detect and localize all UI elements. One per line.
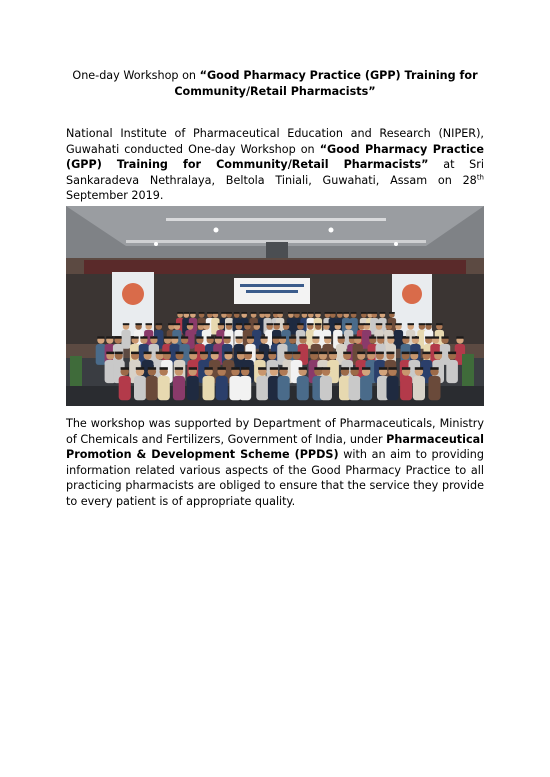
person-hair (261, 336, 268, 338)
person-body (134, 376, 146, 400)
person-hair (156, 323, 163, 325)
person-body (387, 376, 399, 400)
person-hair (351, 312, 357, 314)
ceiling-spotlight (394, 242, 398, 246)
support-bold-scheme: Pharmaceutical Promotion & Development Scheme (PPDS) (66, 432, 484, 462)
person-hair (319, 352, 327, 355)
person-hair (244, 352, 252, 355)
person-hair (357, 352, 365, 355)
person-hair (425, 336, 432, 338)
person-hair (284, 352, 292, 355)
person-hair (289, 336, 296, 338)
person-body (428, 376, 440, 400)
person-hair (434, 352, 442, 355)
person-hair (441, 336, 448, 338)
intro-text-1: National Institute of Pharmaceutical Education and Research (NIPER), Guwahati conducted One-day Workshop on (66, 127, 484, 156)
person-hair (224, 336, 231, 338)
person-hair (330, 312, 336, 314)
person-hair (254, 323, 261, 325)
curtain-valance (84, 260, 466, 274)
person-hair (121, 367, 129, 370)
person-hair (343, 352, 351, 355)
person-hair (160, 367, 168, 370)
person-hair (308, 312, 314, 314)
person-hair (279, 336, 286, 338)
person-hair (386, 323, 393, 325)
support-paragraph (66, 416, 484, 510)
person-hair (345, 323, 352, 325)
title-prefix: One-day Workshop on (72, 69, 200, 82)
intro-text-3: September 2019. (66, 189, 164, 203)
ceiling-spotlight (154, 242, 158, 246)
person-body (96, 344, 106, 365)
person-body (146, 376, 158, 400)
person-hair (203, 323, 210, 325)
person-hair (376, 323, 383, 325)
person-hair (367, 352, 375, 355)
person-hair (387, 336, 394, 338)
person-hair (322, 367, 330, 370)
person-hair (272, 336, 279, 338)
person-hair (408, 323, 415, 325)
person-hair (237, 352, 245, 355)
ceiling-spotlight (329, 228, 334, 233)
person-body (278, 376, 290, 400)
person-hair (132, 336, 139, 338)
person-hair (315, 312, 321, 314)
person-hair (372, 312, 378, 314)
person-hair (337, 312, 343, 314)
title-bold: “Good Pharmacy Practice (GPP) Training for Community/Retail Pharmacists” (174, 69, 478, 98)
person-body (349, 376, 361, 400)
banner-logo (402, 284, 422, 304)
person-body (239, 376, 251, 400)
person-hair (181, 336, 188, 338)
person-hair (315, 323, 322, 325)
person-hair (432, 336, 439, 338)
person-hair (244, 323, 251, 325)
person-hair (115, 352, 123, 355)
person-body (203, 376, 215, 400)
person-hair (386, 352, 394, 355)
person-hair (234, 312, 240, 314)
person-hair (312, 336, 319, 338)
person-hair (299, 367, 307, 370)
person-hair (150, 336, 157, 338)
person-hair (236, 323, 243, 325)
person-body (320, 376, 332, 400)
person-hair (176, 352, 184, 355)
person-hair (294, 312, 300, 314)
person-hair (231, 367, 239, 370)
person-hair (187, 323, 194, 325)
person-hair (241, 367, 249, 370)
person-body (400, 376, 412, 400)
person-hair (196, 336, 203, 338)
person-hair (369, 336, 376, 338)
person-hair (324, 336, 331, 338)
person-hair (247, 336, 254, 338)
person-hair (456, 336, 463, 338)
person-hair (184, 312, 190, 314)
person-hair (302, 312, 308, 314)
person-hair (174, 323, 181, 325)
person-body (158, 376, 170, 400)
person-hair (144, 352, 152, 355)
person-body (173, 376, 185, 400)
person-hair (123, 323, 130, 325)
person-hair (299, 336, 306, 338)
person-hair (314, 367, 322, 370)
person-hair (221, 312, 227, 314)
person-hair (267, 323, 274, 325)
person-hair (430, 367, 438, 370)
person-hair (425, 323, 432, 325)
person-hair (136, 367, 144, 370)
person-hair (436, 323, 443, 325)
person-hair (350, 367, 358, 370)
person-hair (283, 323, 290, 325)
person-hair (388, 367, 396, 370)
person-hair (207, 312, 213, 314)
person-hair (389, 312, 395, 314)
person-hair (448, 352, 456, 355)
person-hair (354, 336, 361, 338)
person-hair (224, 352, 232, 355)
person-hair (379, 367, 387, 370)
person-hair (343, 312, 349, 314)
person-hair (207, 336, 214, 338)
person-hair (402, 336, 409, 338)
person-hair (258, 367, 266, 370)
person-hair (226, 312, 232, 314)
person-hair (163, 352, 171, 355)
person-hair (97, 336, 104, 338)
person-body (360, 376, 372, 400)
person-hair (265, 312, 271, 314)
person-body (413, 376, 425, 400)
person-hair (175, 367, 183, 370)
banner-logo (122, 283, 144, 305)
group-photo-illustration (66, 206, 484, 406)
person-hair (256, 352, 264, 355)
person-hair (402, 352, 410, 355)
ceiling-light-strip (166, 218, 386, 221)
person-hair (362, 367, 370, 370)
person-hair (288, 312, 294, 314)
plant-right (462, 354, 474, 386)
person-hair (146, 323, 153, 325)
person-hair (164, 336, 171, 338)
person-hair (189, 367, 197, 370)
person-hair (293, 352, 301, 355)
person-hair (297, 323, 304, 325)
person-hair (268, 352, 276, 355)
person-hair (341, 367, 349, 370)
person-body (119, 376, 131, 400)
person-hair (218, 323, 225, 325)
document-title (60, 68, 490, 100)
person-hair (259, 312, 265, 314)
person-hair (213, 312, 219, 314)
person-hair (218, 367, 226, 370)
person-hair (377, 336, 384, 338)
support-text-1: The workshop was supported by Department of Pharmaceuticals, Ministry of Chemicals and Fertilizers, Government of India, under (66, 417, 484, 446)
person-hair (140, 336, 147, 338)
person-hair (241, 312, 247, 314)
person-hair (273, 323, 280, 325)
intro-paragraph (66, 126, 484, 204)
person-hair (415, 367, 423, 370)
person-hair (410, 352, 418, 355)
person-hair (204, 367, 212, 370)
person-hair (323, 323, 330, 325)
person-hair (189, 352, 197, 355)
person-hair (270, 367, 278, 370)
person-hair (419, 323, 426, 325)
person-hair (106, 336, 113, 338)
person-hair (335, 323, 342, 325)
person-hair (325, 312, 331, 314)
person-hair (412, 336, 419, 338)
person-hair (148, 367, 156, 370)
person-hair (361, 312, 367, 314)
person-hair (156, 352, 164, 355)
person-hair (200, 352, 208, 355)
person-hair (131, 352, 139, 355)
person-hair (251, 312, 257, 314)
date-superscript: th (476, 173, 484, 182)
person-hair (211, 352, 219, 355)
person-hair (307, 323, 314, 325)
person-body (297, 376, 309, 400)
intro-text-2: at Sri Sankaradeva Nethralaya, Beltola Tiniali, Guwahati, Assam on 28 (66, 158, 484, 187)
person-body (187, 376, 199, 400)
person-hair (280, 367, 288, 370)
person-hair (329, 352, 337, 355)
person-hair (423, 352, 431, 355)
person-hair (364, 323, 371, 325)
ceiling-spotlight (214, 228, 219, 233)
person-hair (277, 312, 283, 314)
person-hair (395, 323, 402, 325)
person-hair (215, 336, 222, 338)
person-hair (376, 352, 384, 355)
group-photo (66, 206, 484, 406)
person-hair (135, 323, 142, 325)
person-body (216, 376, 228, 400)
screen-text-line (246, 290, 298, 293)
person-body (256, 376, 268, 400)
person-body (446, 360, 458, 383)
person-hair (199, 312, 205, 314)
person-hair (190, 312, 196, 314)
person-hair (226, 323, 233, 325)
support-text-2: with an aim to providing information related various aspects of the Good Pharmacy Practice to all practicing pharmacists are obliged to ensure that the service they provide to every patient is of appropriate quality. (66, 448, 484, 508)
person-hair (168, 323, 175, 325)
crowd (96, 312, 465, 400)
screen-text-line (240, 284, 304, 287)
person-hair (115, 336, 122, 338)
person-hair (338, 336, 345, 338)
projector (266, 242, 288, 258)
person-hair (380, 312, 386, 314)
plant-left (70, 356, 82, 386)
intro-bold-workshop-name: “Good Pharmacy Practice (GPP) Training for Community/Retail Pharmacists” (66, 142, 485, 172)
person-hair (171, 336, 178, 338)
person-hair (177, 312, 183, 314)
person-hair (236, 336, 243, 338)
person-hair (106, 352, 114, 355)
person-hair (310, 352, 318, 355)
person-hair (402, 367, 410, 370)
